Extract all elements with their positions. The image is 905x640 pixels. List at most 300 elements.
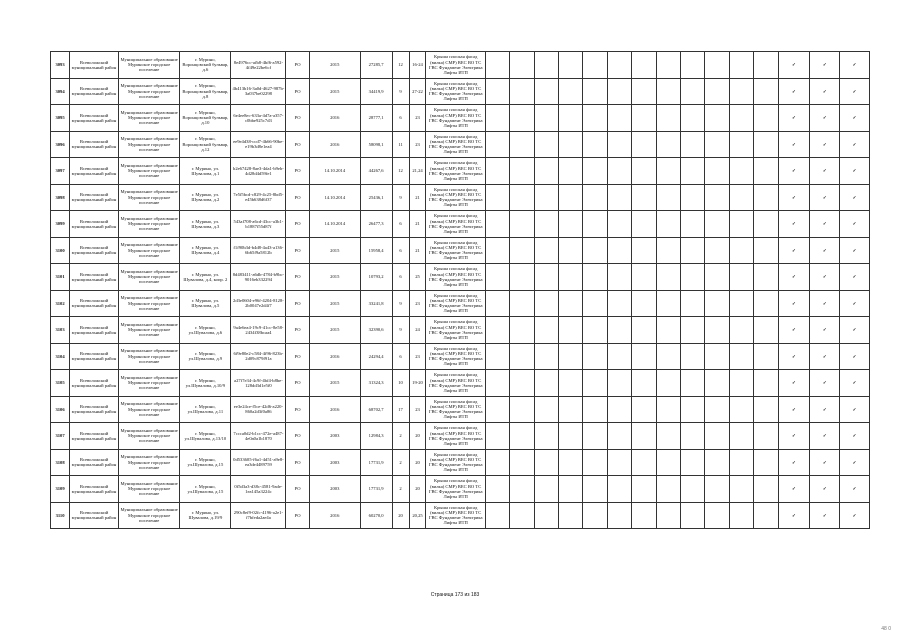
empty-cell [534, 52, 558, 79]
empty-cell [485, 317, 509, 344]
empty-cell [607, 237, 631, 264]
works-cell: Крыша плоская фасад (вилка) СМР) ВЕС ВО ТС ГВС Фундамент Электрика Лифты ИТП [426, 423, 485, 450]
empty-cell [607, 449, 631, 476]
check-mark-icon: ✓ [778, 158, 810, 185]
empty-cell [485, 476, 509, 503]
empty-cell [705, 184, 729, 211]
row-number: 3102 [51, 290, 70, 317]
empty-cell [485, 502, 509, 529]
check-mark-icon: ✓ [810, 370, 840, 397]
floors-cell: 2 [392, 449, 409, 476]
empty-cell [705, 211, 729, 238]
empty-cell [705, 449, 729, 476]
check-mark-icon: ✓ [778, 317, 810, 344]
empty-cell [632, 423, 656, 450]
empty-cell [681, 370, 705, 397]
empty-cell [583, 343, 607, 370]
table-row [51, 343, 870, 370]
empty-cell [656, 423, 680, 450]
empty-cell [632, 211, 656, 238]
year-cell: 14.10.2014 [309, 184, 360, 211]
entrances-cell: 23 [409, 290, 426, 317]
empty-cell [583, 237, 607, 264]
empty-cell [559, 423, 583, 450]
settlement-cell: Муниципальное образование Муринское городское поселение [118, 343, 180, 370]
year-cell: 2003 [309, 449, 360, 476]
works-cell: Крыша плоская фасад (вилка) СМР) ВЕС ВО ТС ГВС Фундамент Электрика Лифты ИТП [426, 211, 485, 238]
empty-cell [534, 290, 558, 317]
empty-cell [607, 264, 631, 291]
check-mark-icon: ✓ [778, 476, 810, 503]
settlement-cell: Муниципальное образование Муринское городское поселение [118, 317, 180, 344]
empty-cell [607, 396, 631, 423]
empty-cell [510, 423, 534, 450]
floors-cell: 12 [392, 52, 409, 79]
empty-cell [583, 396, 607, 423]
empty-cell [485, 237, 509, 264]
empty-cell [510, 237, 534, 264]
entrances-cell: 21,24 [409, 158, 426, 185]
empty-cell [583, 52, 607, 79]
entrances-cell: 23 [409, 131, 426, 158]
empty-cell [632, 184, 656, 211]
check-mark-icon: ✓ [778, 264, 810, 291]
empty-cell [632, 502, 656, 529]
empty-cell [607, 317, 631, 344]
address-cell: г. Мурино, ул.Шувалова, д.11 [180, 396, 231, 423]
check-mark-icon: ✓ [840, 370, 870, 397]
empty-cell [559, 264, 583, 291]
guid-cell: ee9e4d38-ccd7-4b66-90be-e19b3d8e1ea4 [231, 131, 286, 158]
address-cell: г. Мурино, ул. Шувалова, д.2 [180, 184, 231, 211]
empty-cell [656, 396, 680, 423]
empty-cell [559, 476, 583, 503]
guid-cell: a27f7e34-4c9f-4bf4-b8be-128dd3d1e5f0 [231, 370, 286, 397]
check-mark-icon: ✓ [810, 264, 840, 291]
works-cell: Крыша плоская фасад (вилка) СМР) ВЕС ВО ТС ГВС Фундамент Электрика Лифты ИТП [426, 317, 485, 344]
empty-cell [632, 131, 656, 158]
works-cell: Крыша плоская фасад (вилка) СМР) ВЕС ВО ТС ГВС Фундамент Электрика Лифты ИТП [426, 396, 485, 423]
works-cell: Крыша плоская фасад (вилка) СМР) ВЕС ВО ТС ГВС Фундамент Электрика Лифты ИТП [426, 370, 485, 397]
empty-cell [510, 290, 534, 317]
empty-cell [729, 211, 753, 238]
empty-cell [754, 131, 778, 158]
page-footer: Страница 173 из 183 [430, 592, 480, 598]
entrances-cell: 21 [409, 184, 426, 211]
empty-cell [534, 476, 558, 503]
empty-cell [681, 264, 705, 291]
empty-cell [607, 502, 631, 529]
row-number: 3105 [51, 370, 70, 397]
guid-cell: 7e5f5bcd-c829-4c25-8bd5-e45b638d6f37 [231, 184, 286, 211]
check-mark-icon: ✓ [778, 449, 810, 476]
empty-cell [607, 78, 631, 105]
settlement-cell: Муниципальное образование Муринское городское поселение [118, 237, 180, 264]
empty-cell [534, 423, 558, 450]
empty-cell [534, 317, 558, 344]
guid-cell: 0d533605-f6a1-4d51-a9e8-ea3de4489759 [231, 449, 286, 476]
check-mark-icon: ✓ [778, 211, 810, 238]
empty-cell [583, 105, 607, 132]
table-row [51, 502, 870, 529]
check-mark-icon: ✓ [778, 52, 810, 79]
category-cell: РО [286, 423, 309, 450]
empty-cell [632, 52, 656, 79]
empty-cell [583, 476, 607, 503]
guid-cell: 0f5d3a3-d38c-4581-9ade-1ea145a3224c [231, 476, 286, 503]
empty-cell [559, 78, 583, 105]
empty-cell [632, 343, 656, 370]
empty-cell [729, 184, 753, 211]
address-cell: г. Мурино, Воронцовский бульвар, д.12 [180, 131, 231, 158]
empty-cell [534, 158, 558, 185]
category-cell: РО [286, 158, 309, 185]
works-cell: Крыша плоская фасад (вилка) СМР) ВЕС ВО ТС ГВС Фундамент Электрика Лифты ИТП [426, 237, 485, 264]
table-row [51, 290, 870, 317]
empty-cell [705, 78, 729, 105]
corner-mark: 48 0 [881, 626, 891, 632]
year-cell: 2003 [309, 476, 360, 503]
year-cell: 2015 [309, 78, 360, 105]
entrances-cell: 23 [409, 396, 426, 423]
table-row [51, 264, 870, 291]
district-cell: Всеволожский муниципальный район [70, 317, 119, 344]
check-mark-icon: ✓ [810, 105, 840, 132]
empty-cell [656, 290, 680, 317]
empty-cell [754, 237, 778, 264]
empty-cell [729, 105, 753, 132]
table-row [51, 396, 870, 423]
year-cell: 14.10.2014 [309, 158, 360, 185]
empty-cell [632, 158, 656, 185]
area-cell: 31324,3 [360, 370, 392, 397]
area-cell: 27285,7 [360, 52, 392, 79]
area-cell: 32390,6 [360, 317, 392, 344]
empty-cell [681, 290, 705, 317]
district-cell: Всеволожский муниципальный район [70, 105, 119, 132]
empty-cell [632, 370, 656, 397]
check-mark-icon: ✓ [840, 52, 870, 79]
empty-cell [485, 184, 509, 211]
row-number: 3100 [51, 237, 70, 264]
check-mark-icon: ✓ [840, 449, 870, 476]
check-mark-icon: ✓ [778, 78, 810, 105]
empty-cell [656, 343, 680, 370]
empty-cell [485, 343, 509, 370]
empty-cell [754, 264, 778, 291]
floors-cell: 6 [392, 105, 409, 132]
check-mark-icon: ✓ [778, 290, 810, 317]
works-cell: Крыша плоская фасад (вилка) СМР) ВЕС ВО ТС ГВС Фундамент Электрика Лифты ИТП [426, 131, 485, 158]
check-mark-icon: ✓ [840, 211, 870, 238]
entrances-cell: 20 [409, 423, 426, 450]
table-row [51, 52, 870, 79]
empty-cell [607, 476, 631, 503]
category-cell: РО [286, 476, 309, 503]
empty-cell [754, 290, 778, 317]
empty-cell [485, 131, 509, 158]
entrances-cell: 24 [409, 317, 426, 344]
area-cell: 12984,3 [360, 423, 392, 450]
entrances-cell: 25 [409, 264, 426, 291]
settlement-cell: Муниципальное образование Муринское городское поселение [118, 449, 180, 476]
category-cell: РО [286, 317, 309, 344]
address-cell: г. Мурино, ул.Шувалова, д.9 [180, 343, 231, 370]
settlement-cell: Муниципальное образование Муринское городское поселение [118, 184, 180, 211]
table-row [51, 78, 870, 105]
floors-cell: 9 [392, 184, 409, 211]
district-cell: Всеволожский муниципальный район [70, 211, 119, 238]
empty-cell [705, 290, 729, 317]
area-cell: 26477,3 [360, 211, 392, 238]
area-cell: 34419,9 [360, 78, 392, 105]
empty-cell [705, 343, 729, 370]
empty-cell [729, 131, 753, 158]
empty-cell [729, 396, 753, 423]
table-row [51, 211, 870, 238]
settlement-cell: Муниципальное образование Муринское городское поселение [118, 396, 180, 423]
empty-cell [485, 290, 509, 317]
empty-cell [729, 237, 753, 264]
empty-cell [534, 184, 558, 211]
empty-cell [632, 105, 656, 132]
check-mark-icon: ✓ [778, 396, 810, 423]
empty-cell [485, 370, 509, 397]
district-cell: Всеволожский муниципальный район [70, 131, 119, 158]
empty-cell [510, 52, 534, 79]
empty-cell [583, 449, 607, 476]
guid-cell: 6f9e80e2-c584-4f96-823b-2d09c879f91a [231, 343, 286, 370]
entrances-cell: 23 [409, 343, 426, 370]
empty-cell [754, 343, 778, 370]
category-cell: РО [286, 105, 309, 132]
empty-cell [656, 131, 680, 158]
year-cell: 14.10.2014 [309, 211, 360, 238]
works-cell: Крыша плоская фасад (вилка) СМР) ВЕС ВО ТС ГВС Фундамент Электрика Лифты ИТП [426, 184, 485, 211]
check-mark-icon: ✓ [810, 423, 840, 450]
empty-cell [607, 158, 631, 185]
empty-cell [583, 502, 607, 529]
empty-cell [559, 317, 583, 344]
category-cell: РО [286, 264, 309, 291]
empty-cell [681, 423, 705, 450]
address-cell: г. Мурино, Воронцовский бульвар, д.6 [180, 52, 231, 79]
district-cell: Всеволожский муниципальный район [70, 370, 119, 397]
address-cell: г. Мурино, ул. Шувалова, д.3 [180, 211, 231, 238]
empty-cell [607, 423, 631, 450]
category-cell: РО [286, 290, 309, 317]
empty-cell [729, 78, 753, 105]
settlement-cell: Муниципальное образование Муринское городское поселение [118, 290, 180, 317]
guid-cell: 543af708-a6cd-43cc-a3b1-b1887f55d87f [231, 211, 286, 238]
empty-cell [534, 131, 558, 158]
row-number: 3109 [51, 476, 70, 503]
empty-cell [754, 52, 778, 79]
table-row [51, 158, 870, 185]
settlement-cell: Муниципальное образование Муринское городское поселение [118, 476, 180, 503]
settlement-cell: Муниципальное образование Муринское городское поселение [118, 211, 180, 238]
entrances-cell: 21 [409, 211, 426, 238]
table-row [51, 105, 870, 132]
address-cell: г. Мурино, Воронцовский бульвар, д.10 [180, 105, 231, 132]
row-number: 3104 [51, 343, 70, 370]
area-cell: 68702,7 [360, 396, 392, 423]
empty-cell [559, 502, 583, 529]
check-mark-icon: ✓ [810, 449, 840, 476]
empty-cell [534, 370, 558, 397]
empty-cell [681, 78, 705, 105]
check-mark-icon: ✓ [840, 78, 870, 105]
empty-cell [583, 370, 607, 397]
empty-cell [559, 237, 583, 264]
empty-cell [729, 52, 753, 79]
empty-cell [485, 449, 509, 476]
area-cell: 28777,1 [360, 105, 392, 132]
entrances-cell: 20 [409, 449, 426, 476]
area-cell: 17731,9 [360, 449, 392, 476]
empty-cell [754, 396, 778, 423]
empty-cell [729, 264, 753, 291]
category-cell: РО [286, 184, 309, 211]
empty-cell [754, 78, 778, 105]
address-cell: г. Мурино, ул.Шувалова, д.10/9 [180, 370, 231, 397]
works-cell: Крыша плоская фасад (вилка) СМР) ВЕС ВО ТС ГВС Фундамент Электрика Лифты ИТП [426, 343, 485, 370]
empty-cell [559, 52, 583, 79]
table-row [51, 476, 870, 503]
empty-cell [632, 78, 656, 105]
empty-cell [705, 317, 729, 344]
year-cell: 2016 [309, 131, 360, 158]
check-mark-icon: ✓ [810, 78, 840, 105]
settlement-cell: Муниципальное образование Муринское городское поселение [118, 502, 180, 529]
floors-cell: 6 [392, 237, 409, 264]
district-cell: Всеволожский муниципальный район [70, 476, 119, 503]
empty-cell [510, 184, 534, 211]
empty-cell [729, 476, 753, 503]
check-mark-icon: ✓ [840, 290, 870, 317]
row-number: 3094 [51, 78, 70, 105]
address-cell: г. Мурино, ул.Шувалова, д.15 [180, 476, 231, 503]
empty-cell [510, 317, 534, 344]
empty-cell [510, 264, 534, 291]
empty-cell [705, 396, 729, 423]
check-mark-icon: ✓ [840, 476, 870, 503]
area-cell: 44267,6 [360, 158, 392, 185]
empty-cell [510, 502, 534, 529]
check-mark-icon: ✓ [778, 343, 810, 370]
year-cell: 2016 [309, 343, 360, 370]
empty-cell [729, 423, 753, 450]
floors-cell: 10 [392, 370, 409, 397]
empty-cell [510, 78, 534, 105]
category-cell: РО [286, 502, 309, 529]
table-row [51, 423, 870, 450]
guid-cell: f1f90b3d-b4d8-4a43-a136-6b65f9a5812b [231, 237, 286, 264]
empty-cell [729, 449, 753, 476]
empty-cell [656, 158, 680, 185]
empty-cell [510, 396, 534, 423]
empty-cell [729, 158, 753, 185]
empty-cell [656, 105, 680, 132]
district-cell: Всеволожский муниципальный район [70, 290, 119, 317]
empty-cell [705, 237, 729, 264]
table-row [51, 449, 870, 476]
empty-cell [583, 78, 607, 105]
row-number: 3106 [51, 396, 70, 423]
works-cell: Крыша плоская фасад (вилка) СМР) ВЕС ВО ТС ГВС Фундамент Электрика Лифты ИТП [426, 78, 485, 105]
empty-cell [681, 502, 705, 529]
empty-cell [485, 423, 509, 450]
category-cell: РО [286, 449, 309, 476]
district-cell: Всеволожский муниципальный район [70, 449, 119, 476]
empty-cell [607, 290, 631, 317]
empty-cell [485, 105, 509, 132]
check-mark-icon: ✓ [778, 370, 810, 397]
settlement-cell: Муниципальное образование Муринское городское поселение [118, 105, 180, 132]
entrances-cell: 27-22 [409, 78, 426, 105]
empty-cell [656, 211, 680, 238]
empty-cell [607, 184, 631, 211]
empty-cell [705, 105, 729, 132]
address-cell: г. Мурино, ул. Шувалова, д.1 [180, 158, 231, 185]
check-mark-icon: ✓ [778, 237, 810, 264]
row-number: 3107 [51, 423, 70, 450]
empty-cell [534, 343, 558, 370]
row-number: 3103 [51, 317, 70, 344]
district-cell: Всеволожский муниципальный район [70, 343, 119, 370]
category-cell: РО [286, 343, 309, 370]
table-row [51, 317, 870, 344]
empty-cell [534, 211, 558, 238]
floors-cell: 11 [392, 131, 409, 158]
empty-cell [485, 396, 509, 423]
empty-cell [705, 370, 729, 397]
area-cell: 33241,8 [360, 290, 392, 317]
empty-cell [729, 317, 753, 344]
check-mark-icon: ✓ [840, 317, 870, 344]
empty-cell [681, 449, 705, 476]
address-cell: г. Мурино, ул.Шувалова, д.6 [180, 317, 231, 344]
check-mark-icon: ✓ [840, 184, 870, 211]
empty-cell [729, 343, 753, 370]
row-number: 3093 [51, 52, 70, 79]
check-mark-icon: ✓ [810, 158, 840, 185]
settlement-cell: Муниципальное образование Муринское городское поселение [118, 264, 180, 291]
empty-cell [754, 476, 778, 503]
empty-cell [510, 449, 534, 476]
address-cell: г. Мурино, ул. Шувалова, д.19/9 [180, 502, 231, 529]
empty-cell [729, 290, 753, 317]
category-cell: РО [286, 211, 309, 238]
empty-cell [656, 78, 680, 105]
works-cell: Крыша плоская фасад (вилка) СМР) ВЕС ВО ТС ГВС Фундамент Электрика Лифты ИТП [426, 290, 485, 317]
check-mark-icon: ✓ [810, 290, 840, 317]
floors-cell: 2 [392, 476, 409, 503]
check-mark-icon: ✓ [840, 264, 870, 291]
empty-cell [705, 502, 729, 529]
empty-cell [559, 105, 583, 132]
works-cell: Крыша плоская фасад (вилка) СМР) ВЕС ВО ТС ГВС Фундамент Электрика Лифты ИТП [426, 476, 485, 503]
row-number: 3099 [51, 211, 70, 238]
check-mark-icon: ✓ [778, 502, 810, 529]
settlement-cell: Муниципальное образование Муринское городское поселение [118, 423, 180, 450]
works-cell: Крыша плоская фасад (вилка) СМР) ВЕС ВО ТС ГВС Фундамент Электрика Лифты ИТП [426, 264, 485, 291]
empty-cell [559, 396, 583, 423]
empty-cell [607, 370, 631, 397]
entrances-cell: 16-24 [409, 52, 426, 79]
empty-cell [607, 211, 631, 238]
empty-cell [632, 317, 656, 344]
